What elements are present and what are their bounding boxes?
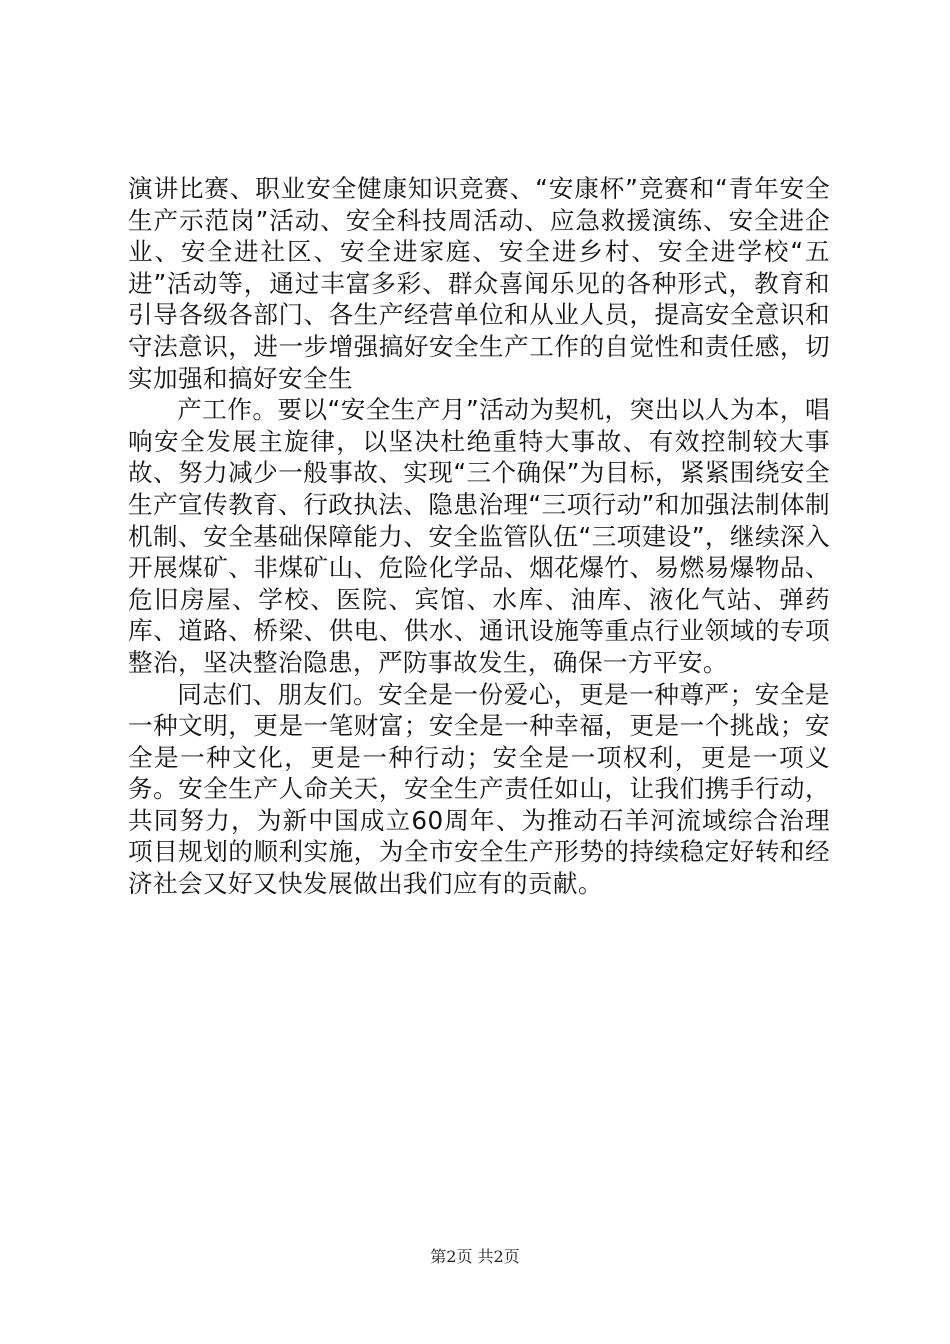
- paragraph-3: 同志们、朋友们。安全是一份爱心，更是一种尊严；安全是一种文明，更是一笔财富；安全是一种幸福，更是一个挑战；安全是一种文化，更是一种行动；安全是一项权利，更是一项义务。安全生产人命关天，安全生产责任如山，让我们携手行动，共同努力，为新中国成立60周年、为推动石羊河流域综合治理项目规划的顺利实施，为全市安全生产形势的持续稳定好转和经济社会又好又快发展做出我们应有的贡献。: [128, 679, 830, 899]
- page-number-footer: 第2页 共2页: [430, 1247, 520, 1266]
- paragraph-2: 产工作。要以“安全生产月”活动为契机，突出以人为本，唱响安全发展主旋律，以坚决杜绝重特大事故、有效控制较大事故、努力减少一般事故、实现“三个确保”为目标，紧紧围绕安全生产宣传教育、行政执法、隐患治理“三项行动”和加强法制体制机制、安全基础保障能力、安全监管队伍“三项建设”，继续深入开展煤矿、非煤矿山、危险化学品、烟花爆竹、易燃易爆物品、危旧房屋、学校、医院、宾馆、水库、油库、液化气站、弹药库、道路、桥梁、供电、供水、通讯设施等重点行业领域的专项整治，坚决整治隐患，严防事故发生，确保一方平安。: [128, 395, 830, 677]
- paragraph-1: 演讲比赛、职业安全健康知识竞赛、“安康杯”竞赛和“青年安全生产示范岗”活动、安全科技周活动、应急救援演练、安全进企业、安全进社区、安全进家庭、安全进乡村、安全进学校“五进”活动等，通过丰富多彩、群众喜闻乐见的各种形式，教育和引导各级各部门、各生产经营单位和从业人员，提高安全意识和守法意识，进一步增强搞好安全生产工作的自觉性和责任感，切实加强和搞好安全生: [128, 174, 830, 393]
- document-body: [128, 173, 830, 900]
